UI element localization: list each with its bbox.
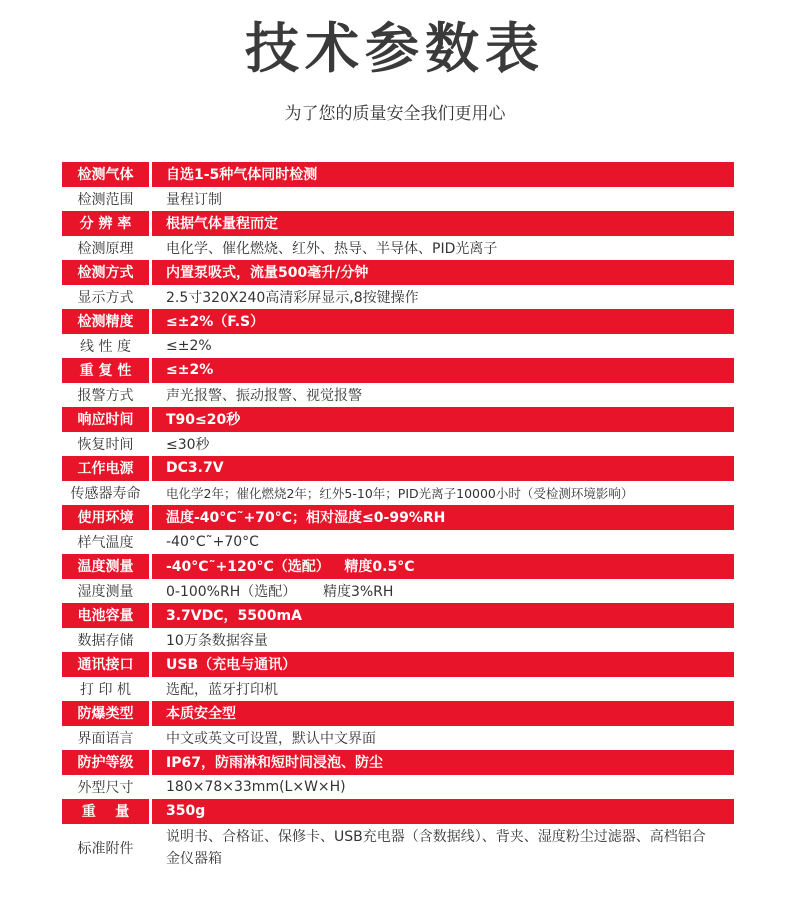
spec-value: 本质安全型 <box>166 706 236 723</box>
spec-row <box>62 505 734 530</box>
spec-label: 样气温度 <box>62 532 152 552</box>
spec-label: 湿度测量 <box>62 581 152 601</box>
spec-label: 报警方式 <box>62 385 152 405</box>
spec-row <box>62 236 734 261</box>
spec-value: IP67，防雨淋和短时间浸泡、防尘 <box>166 755 383 772</box>
spec-row <box>62 358 734 383</box>
spec-row <box>62 383 734 408</box>
spec-value: ≤±2% <box>166 362 214 379</box>
spec-row <box>62 432 734 457</box>
spec-label: 标准附件 <box>62 838 152 858</box>
spec-value: 说明书、合格证、保修卡、USB充电器（含数据线）、背夹、湿度粉尘过滤器、高档铝合金仪器箱 <box>166 828 706 867</box>
spec-label: 线 性 度 <box>62 336 152 356</box>
spec-value: 声光报警、振动报警、视觉报警 <box>166 387 362 404</box>
spec-row <box>62 579 734 604</box>
spec-value: ≤30秒 <box>166 436 210 453</box>
spec-value: 量程订制 <box>166 191 222 208</box>
spec-value: T90≤20秒 <box>166 412 241 429</box>
spec-label: 使用环境 <box>62 505 152 530</box>
spec-row <box>62 211 734 236</box>
spec-label: 检测方式 <box>62 260 152 285</box>
spec-label: 检测范围 <box>62 189 152 209</box>
spec-label: 重 复 性 <box>62 358 152 383</box>
spec-label: 防护等级 <box>62 750 152 775</box>
spec-label: 电池容量 <box>62 603 152 628</box>
spec-row <box>62 726 734 751</box>
spec-label: 通讯接口 <box>62 652 152 677</box>
page-subtitle: 为了您的质量安全我们更用心 <box>284 104 506 124</box>
spec-row <box>62 775 734 800</box>
spec-row <box>62 530 734 555</box>
spec-value: 选配，蓝牙打印机 <box>166 681 278 698</box>
spec-label: 工作电源 <box>62 456 152 481</box>
spec-row <box>62 677 734 702</box>
spec-label: 传感器寿命 <box>62 483 152 503</box>
spec-label: 检测气体 <box>62 162 152 187</box>
spec-value: 中文或英文可设置，默认中文界面 <box>166 730 376 747</box>
spec-value: 内置泵吸式，流量500毫升/分钟 <box>166 265 369 282</box>
spec-label: 界面语言 <box>62 728 152 748</box>
spec-value: USB（充电与通讯） <box>166 657 297 674</box>
spec-value: 0-100%RH（选配） 精度3%RH <box>166 583 394 600</box>
spec-row <box>62 260 734 285</box>
spec-value: 电化学2年；催化燃烧2年；红外5-10年；PID光离子10000小时（受检测环境影响） <box>166 485 634 501</box>
spec-label: 重 量 <box>62 799 152 824</box>
spec-label: 打 印 机 <box>62 679 152 699</box>
spec-value: 350g <box>166 803 206 820</box>
spec-row <box>62 554 734 579</box>
spec-row <box>62 824 734 872</box>
spec-row <box>62 285 734 310</box>
spec-label: 检测精度 <box>62 309 152 334</box>
spec-value: 10万条数据容量 <box>166 632 268 649</box>
spec-label: 显示方式 <box>62 287 152 307</box>
spec-value: -40°C˜+70°C <box>166 533 259 550</box>
spec-value: 电化学、催化燃烧、红外、热导、半导体、PID光离子 <box>166 240 498 257</box>
spec-value: 根据气体量程而定 <box>166 216 278 233</box>
spec-label: 防爆类型 <box>62 701 152 726</box>
spec-row <box>62 481 734 506</box>
spec-value: ≤±2%（F.S） <box>166 314 265 331</box>
spec-row <box>62 750 734 775</box>
spec-label: 恢复时间 <box>62 434 152 454</box>
spec-value: 2.5寸320X240高清彩屏显示,8按键操作 <box>166 289 419 306</box>
spec-value: DC3.7V <box>166 460 224 477</box>
spec-row <box>62 187 734 212</box>
spec-value: 自选1-5种气体同时检测 <box>166 167 318 184</box>
spec-label: 分 辨 率 <box>62 211 152 236</box>
spec-row <box>62 701 734 726</box>
spec-label: 温度测量 <box>62 554 152 579</box>
spec-label: 响应时间 <box>62 407 152 432</box>
spec-label: 数据存储 <box>62 630 152 650</box>
spec-table <box>62 162 734 872</box>
spec-label: 检测原理 <box>62 238 152 258</box>
spec-row <box>62 652 734 677</box>
spec-value: 温度-40°C˜+70°C；相对湿度≤0-99%RH <box>166 510 446 527</box>
spec-label: 外型尺寸 <box>62 777 152 797</box>
spec-row <box>62 407 734 432</box>
spec-row <box>62 162 734 187</box>
spec-row <box>62 799 734 824</box>
spec-value: -40°C˜+120°C（选配） 精度0.5°C <box>166 559 415 576</box>
spec-value: 3.7VDC，5500mA <box>166 608 302 625</box>
spec-row <box>62 603 734 628</box>
spec-row <box>62 334 734 359</box>
spec-row <box>62 456 734 481</box>
spec-value: ≤±2% <box>166 337 212 354</box>
spec-row <box>62 628 734 653</box>
page-title: 技术参数表 <box>245 17 545 80</box>
spec-value: 180×78×33mm(L×W×H) <box>166 778 346 795</box>
spec-row <box>62 309 734 334</box>
